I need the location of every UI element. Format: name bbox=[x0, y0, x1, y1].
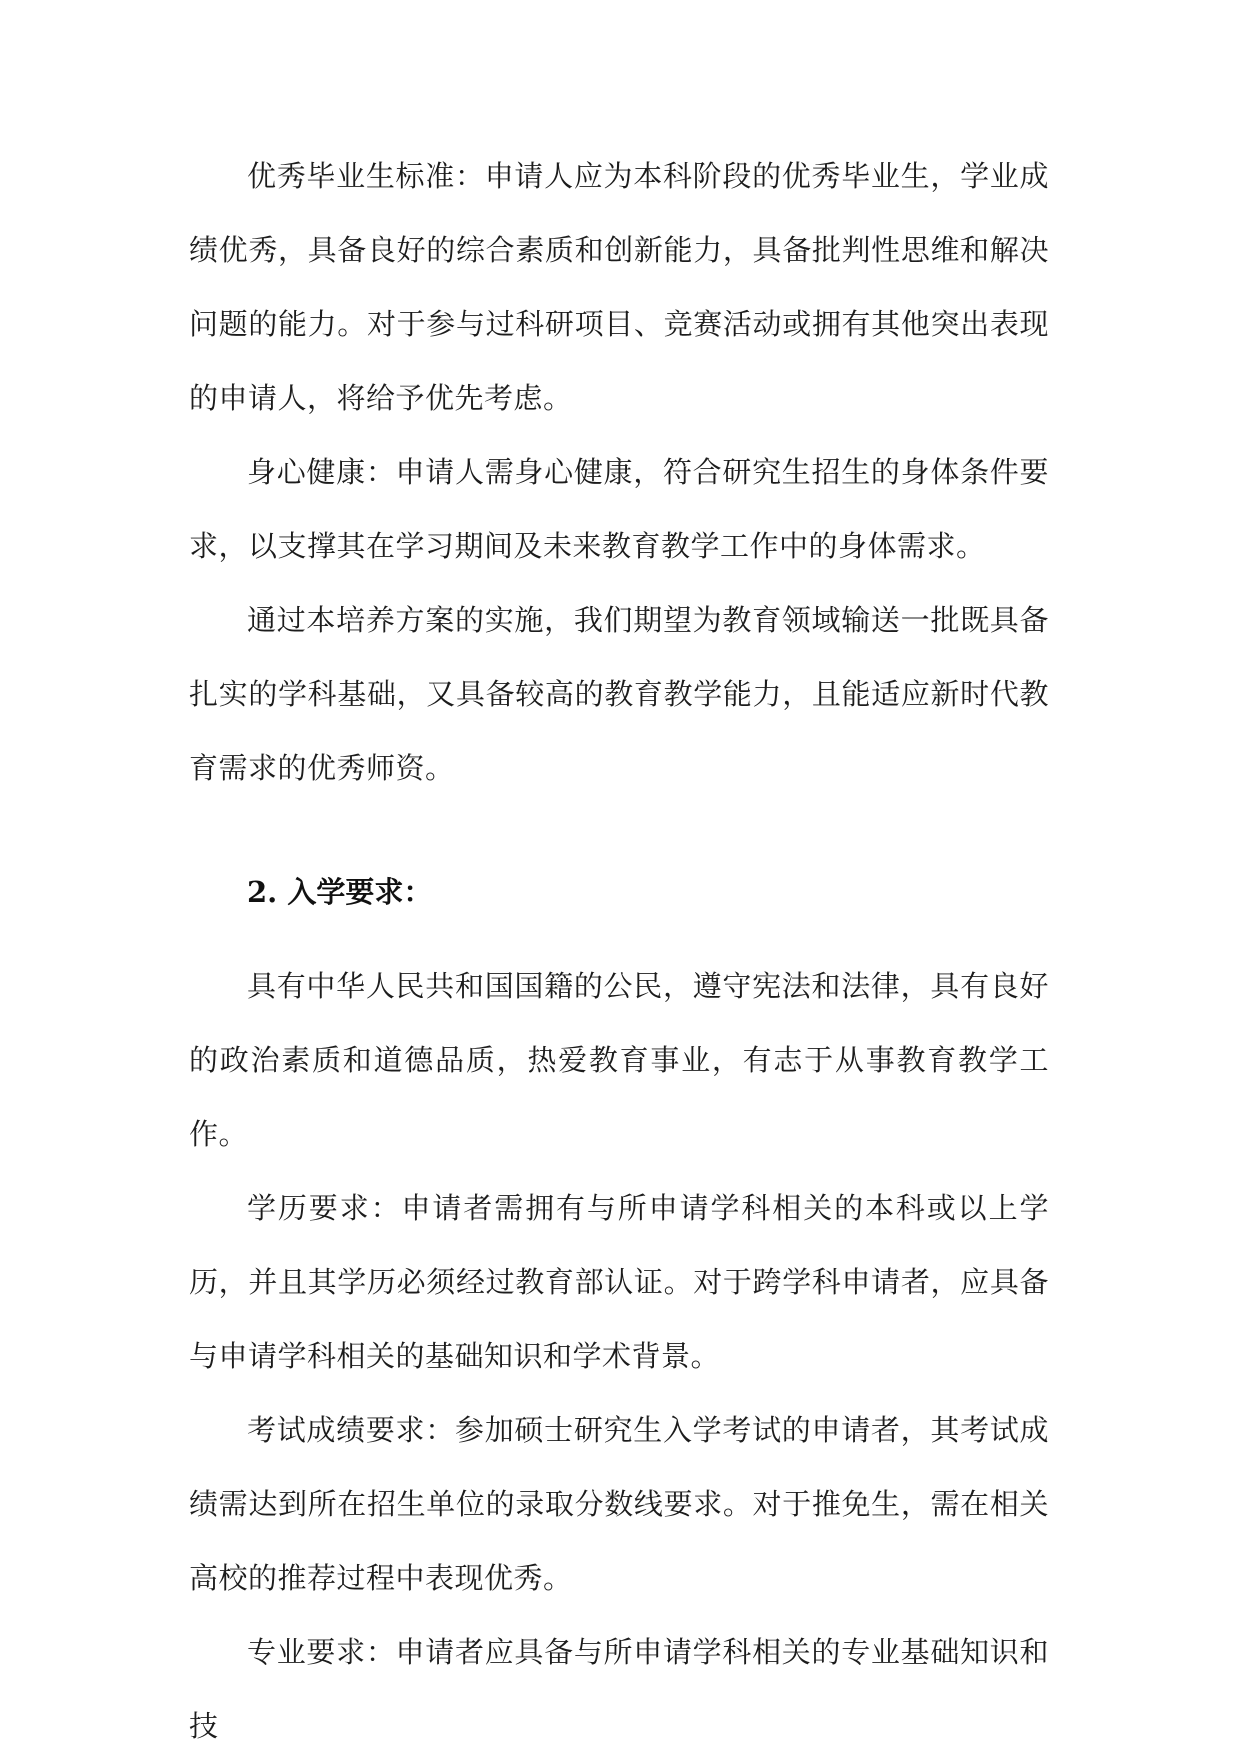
section-heading-admission-requirements: 2. 入学要求： bbox=[247, 875, 433, 909]
paragraph-excellent-graduate: 优秀毕业生标准：申请人应为本科阶段的优秀毕业生，学业成绩优秀，具备良好的综合素质和创新能力，具备批判性思维和解决问题的能力。对于参与过科研项目、竞赛活动或拥有其他突出表现的申请人，将给予优先考虑。 bbox=[189, 159, 1049, 415]
paragraph-exam-score-requirement: 考试成绩要求：参加硕士研究生入学考试的申请者，其考试成绩需达到所在招生单位的录取分数线要求。对于推免生，需在相关高校的推荐过程中表现优秀。 bbox=[189, 1413, 1049, 1595]
paragraph-major-requirement: 专业要求：申请者应具备与所申请学科相关的专业基础知识和技 bbox=[189, 1635, 1049, 1743]
section-1-body bbox=[189, 139, 1049, 805]
section-2-body bbox=[189, 949, 1049, 1763]
paragraph-program-goal: 通过本培养方案的实施，我们期望为教育领域输送一批既具备扎实的学科基础，又具备较高的教育教学能力，且能适应新时代教育需求的优秀师资。 bbox=[189, 603, 1049, 785]
paragraph-health: 身心健康：申请人需身心健康，符合研究生招生的身体条件要求，以支撑其在学习期间及未来教育教学工作中的身体需求。 bbox=[189, 455, 1049, 563]
paragraph-citizenship: 具有中华人民共和国国籍的公民，遵守宪法和法律，具有良好的政治素质和道德品质，热爱教育事业，有志于从事教育教学工作。 bbox=[189, 969, 1049, 1151]
paragraph-education-requirement: 学历要求：申请者需拥有与所申请学科相关的本科或以上学历，并且其学历必须经过教育部认证。对于跨学科申请者，应具备与申请学科相关的基础知识和学术背景。 bbox=[189, 1191, 1049, 1373]
